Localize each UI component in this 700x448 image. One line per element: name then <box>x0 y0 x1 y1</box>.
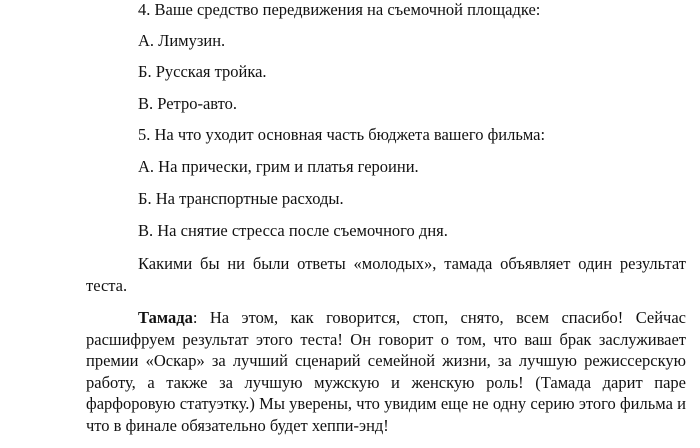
paragraph-tamada <box>86 307 686 436</box>
q5-option-a: А. На прически, грим и платья героини. <box>138 157 419 176</box>
question-5: 5. На что уходит основная часть бюджета вашего фильма: <box>138 125 546 144</box>
q5-option-b: Б. На транспортные расходы. <box>138 189 344 208</box>
paragraph-answers: Какими бы ни были ответы «молодых», тамада объявляет один результат теста. <box>86 254 686 295</box>
speaker-name: Тамада <box>138 308 193 327</box>
q5-option-c: В. На снятие стресса после съемочного дня. <box>138 221 448 240</box>
q4-option-b: Б. Русская тройка. <box>138 62 267 81</box>
q4-option-a: А. Лимузин. <box>138 31 226 50</box>
question-4: 4. Ваше средство передвижения на съемочной площадке: <box>138 0 541 19</box>
q4-option-c: В. Ретро-авто. <box>138 94 238 113</box>
speech-text: : На этом, как говорится, стоп, снято, всем спасибо! Сейчас расшифруем результат этого теста! Он говорит о том, что ваш брак заслуживает премии «Оскар» за лучший сценарий семейной жизни, за лучшую режиссерскую работу, а также за лучшую мужскую и женскую роль! (Тамада дарит паре фарфоровую статуэтку.) Мы уверены, что увидим еще не одну серию этого фильма и что в финале обязательно будет хеппи-энд! <box>86 308 686 435</box>
